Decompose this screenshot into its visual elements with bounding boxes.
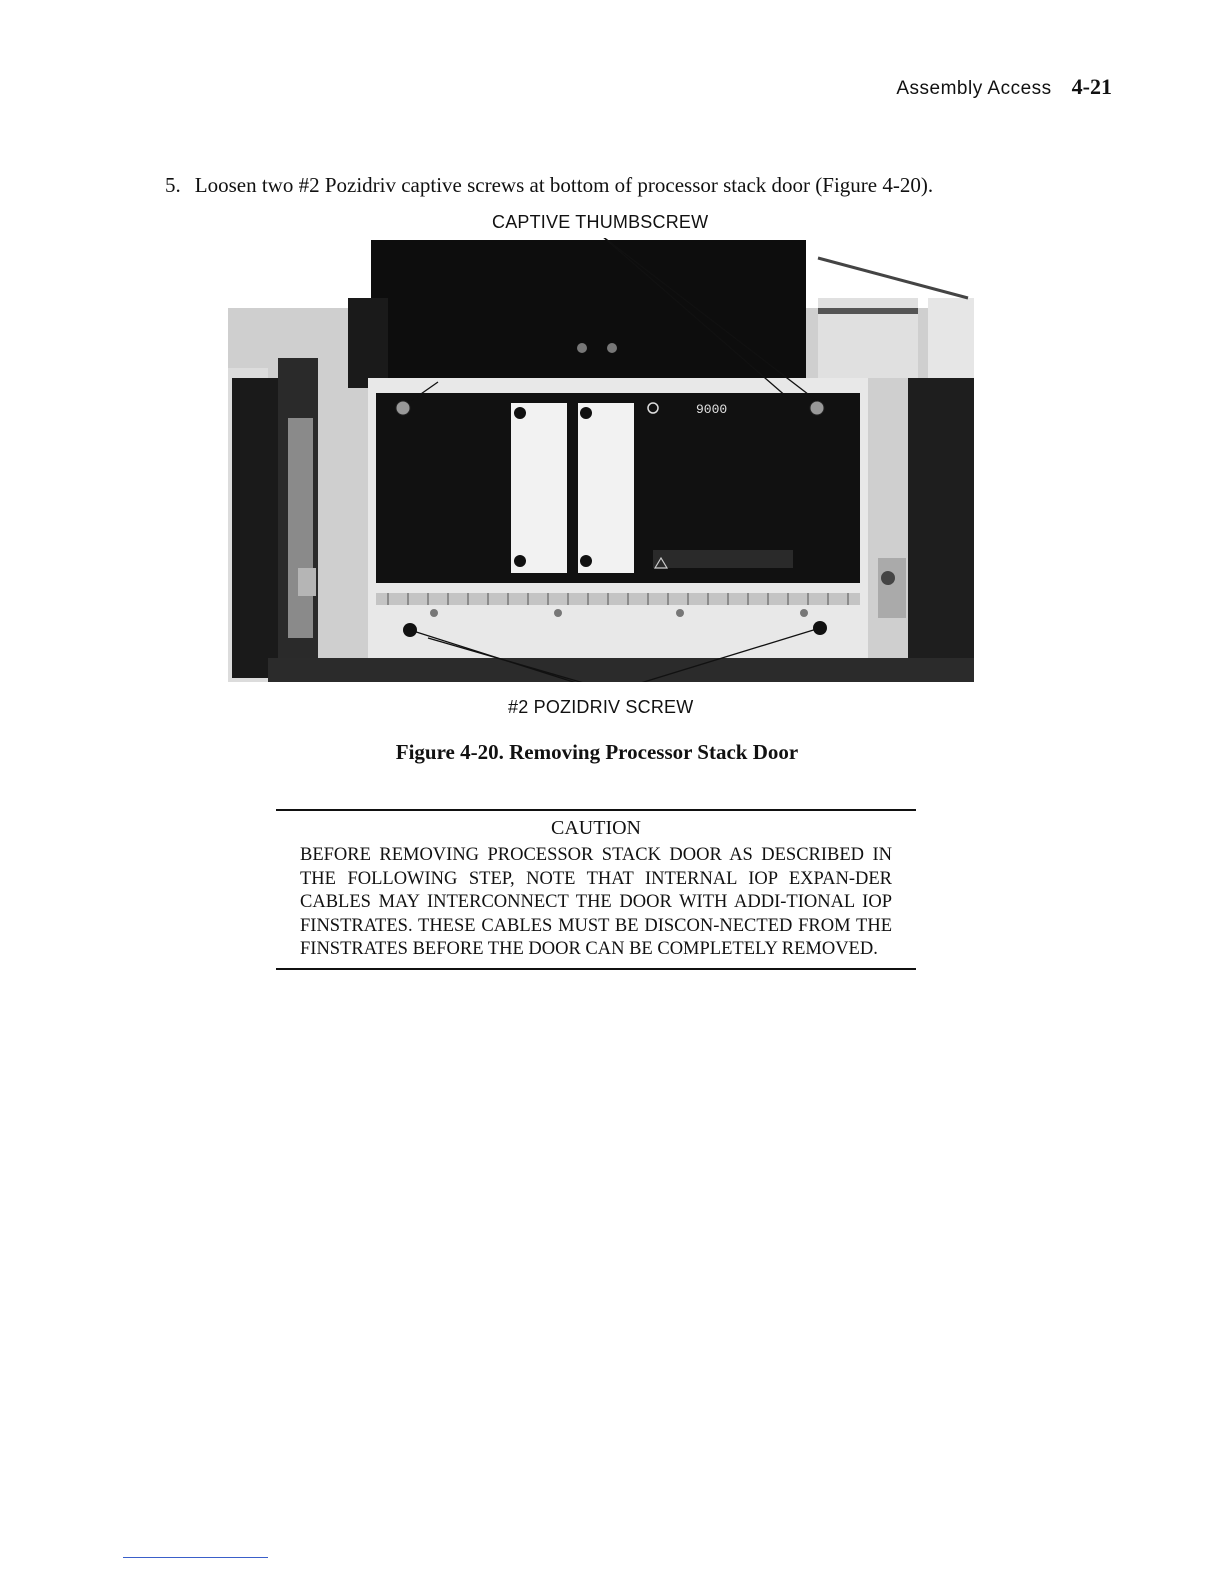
panel-model-text: 9000 xyxy=(696,402,728,417)
caution-title: CAUTION xyxy=(551,817,641,839)
page-header xyxy=(896,74,1112,100)
page-number: 4-21 xyxy=(1071,74,1112,99)
caution-body: BEFORE REMOVING PROCESSOR STACK DOOR AS DESCRIBED IN THE FOLLOWING STEP, NOTE THAT INTERNAL IOP EXPAN-DER CABLES MAY INTERCONNECT THE DOOR WITH ADDI-TIONAL IOP FINSTRATES. THESE CABLES MUST BE DISCON-NECTED FROM THE FINSTRATES BEFORE THE DOOR CAN BE COMPLETELY REMOVED. xyxy=(300,845,892,959)
step-item xyxy=(165,173,933,198)
step-number: 5. xyxy=(165,173,181,197)
section-title: Assembly Access xyxy=(896,78,1052,99)
caution-box xyxy=(276,809,916,970)
processor-stack-photo xyxy=(228,238,974,682)
label-captive-thumbscrew: CAPTIVE THUMBSCREW xyxy=(492,212,709,232)
step-text: Loosen two #2 Pozidriv captive screws at bottom of processor stack door (Figure 4-20). xyxy=(194,173,934,197)
footer-rule xyxy=(123,1557,268,1558)
figure-caption: Figure 4-20. Removing Processor Stack Door xyxy=(395,740,799,764)
label-pozidriv-screw: #2 POZIDRIV SCREW xyxy=(508,697,694,717)
